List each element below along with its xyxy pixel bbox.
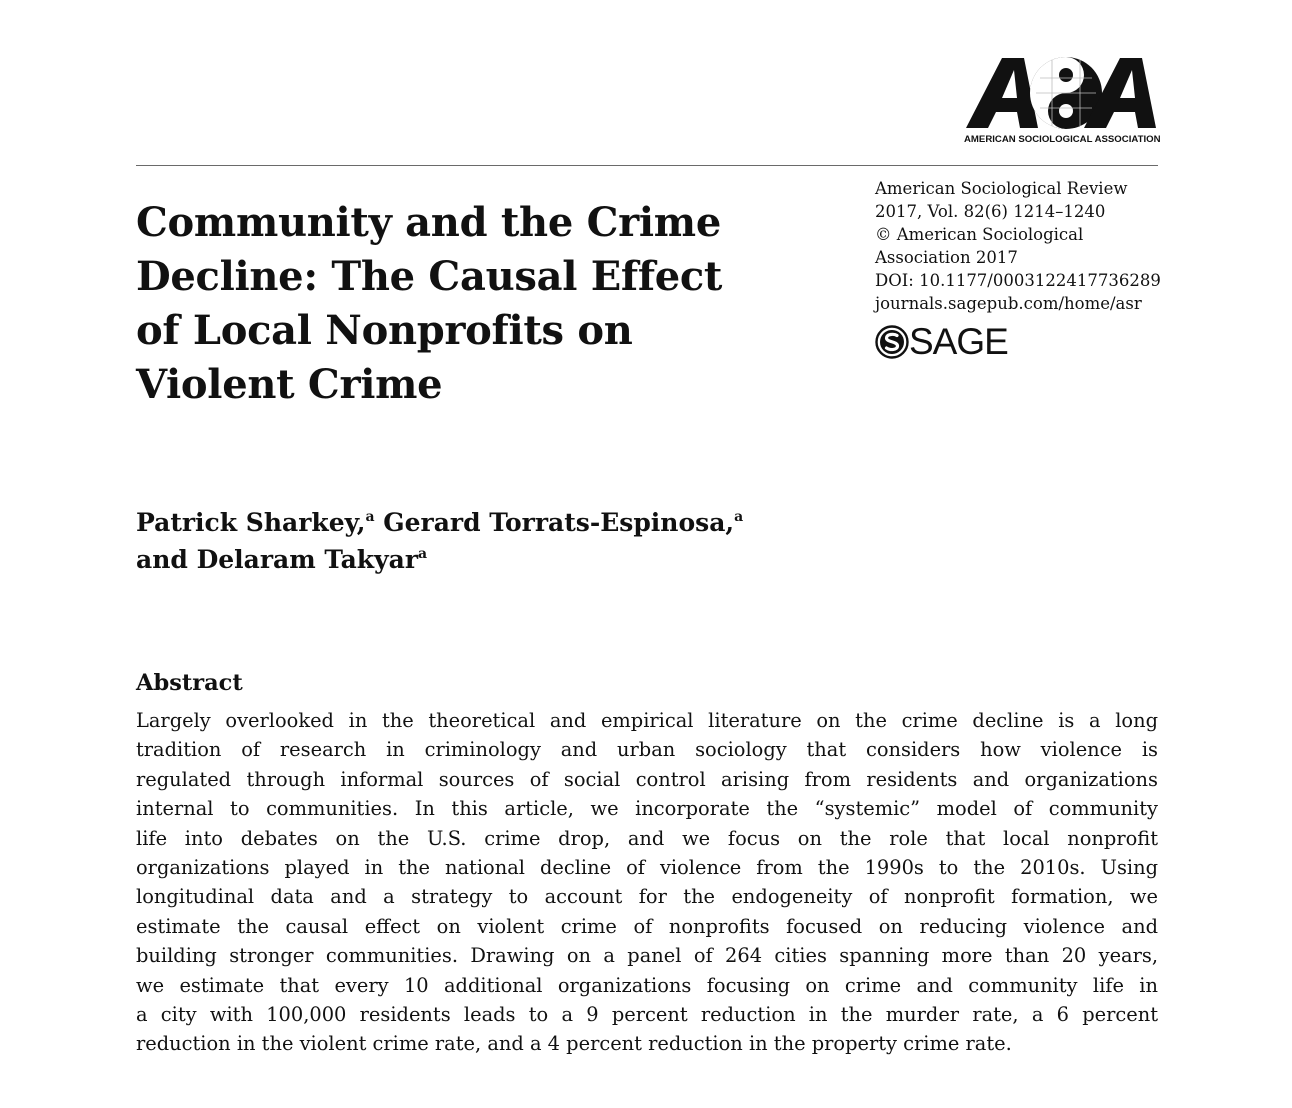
journal-copyright-year: Association 2017 bbox=[875, 248, 1018, 267]
author-name: Patrick Sharkey, bbox=[136, 508, 366, 537]
author-affiliation-mark: a bbox=[365, 509, 375, 525]
abstract-line: building stronger communities. Drawing on a panel of 264 cities spanning more than 20 years, bbox=[136, 944, 1158, 968]
header-rule bbox=[136, 165, 1158, 166]
author-name: Delaram Takyar bbox=[196, 545, 418, 574]
abstract-line: longitudinal data and a strategy to account for the endogeneity of nonprofit formation, we bbox=[136, 885, 1158, 909]
abstract-body bbox=[136, 706, 1158, 1059]
abstract-heading: Abstract bbox=[136, 670, 243, 696]
title-line: of Local Nonprofits on bbox=[136, 307, 633, 354]
abstract-line: life into debates on the U.S. crime drop, and we focus on the role that local nonprofit bbox=[136, 826, 1158, 850]
journal-name: American Sociological Review bbox=[875, 179, 1128, 198]
abstract-line: Largely overlooked in the theoretical and empirical literature on the crime decline is a long bbox=[136, 709, 1158, 732]
sage-logo bbox=[875, 321, 1008, 363]
author-conjunction: and bbox=[136, 545, 197, 574]
abstract-line: internal to communities. In this article, we incorporate the “systemic” model of community bbox=[136, 797, 1158, 821]
author-line bbox=[136, 504, 936, 541]
journal-copyright: © American Sociological bbox=[875, 225, 1084, 244]
sage-wordmark: SAGE bbox=[909, 321, 1008, 362]
author-list bbox=[136, 504, 936, 578]
title-line: Decline: The Causal Effect bbox=[136, 253, 723, 300]
abstract-line: estimate the causal effect on violent crime of nonprofits focused on reducing violence and bbox=[136, 914, 1158, 938]
journal-url[interactable]: journals.sagepub.com/home/asr bbox=[875, 294, 1142, 313]
journal-doi[interactable]: DOI: 10.1177/0003122417736289 bbox=[875, 271, 1161, 290]
abstract-line: tradition of research in criminology and urban sociology that considers how violence is bbox=[136, 738, 1158, 762]
author-name: Gerard Torrats-Espinosa, bbox=[383, 508, 735, 537]
abstract-line: reduction in the violent crime rate, and a 4 percent reduction in the property crime rate. bbox=[136, 1032, 1012, 1056]
abstract-line: organizations played in the national decline of violence from the 1990s to the 2010s. Using bbox=[136, 855, 1158, 879]
abstract-line: regulated through informal sources of social control arising from residents and organizations bbox=[136, 767, 1158, 791]
author-line bbox=[136, 541, 936, 578]
title-line: Violent Crime bbox=[136, 361, 443, 408]
author-affiliation-mark: a bbox=[734, 509, 744, 525]
journal-volume: 2017, Vol. 82(6) 1214–1240 bbox=[875, 202, 1106, 221]
author-affiliation-mark: a bbox=[418, 546, 428, 562]
article-title bbox=[136, 196, 776, 412]
asa-logo-caption: AMERICAN SOCIOLOGICAL ASSOCIATION bbox=[964, 134, 1160, 145]
title-line: Community and the Crime bbox=[136, 199, 721, 246]
asa-logo bbox=[962, 48, 1160, 146]
abstract-line: a city with 100,000 residents leads to a 9 percent reduction in the murder rate, a 6 percent bbox=[136, 1002, 1158, 1026]
asa-logo-graphic bbox=[962, 48, 1160, 146]
abstract-line: we estimate that every 10 additional organizations focusing on crime and community life in bbox=[136, 973, 1158, 997]
sage-s-icon bbox=[875, 325, 909, 359]
journal-info bbox=[875, 177, 1165, 315]
